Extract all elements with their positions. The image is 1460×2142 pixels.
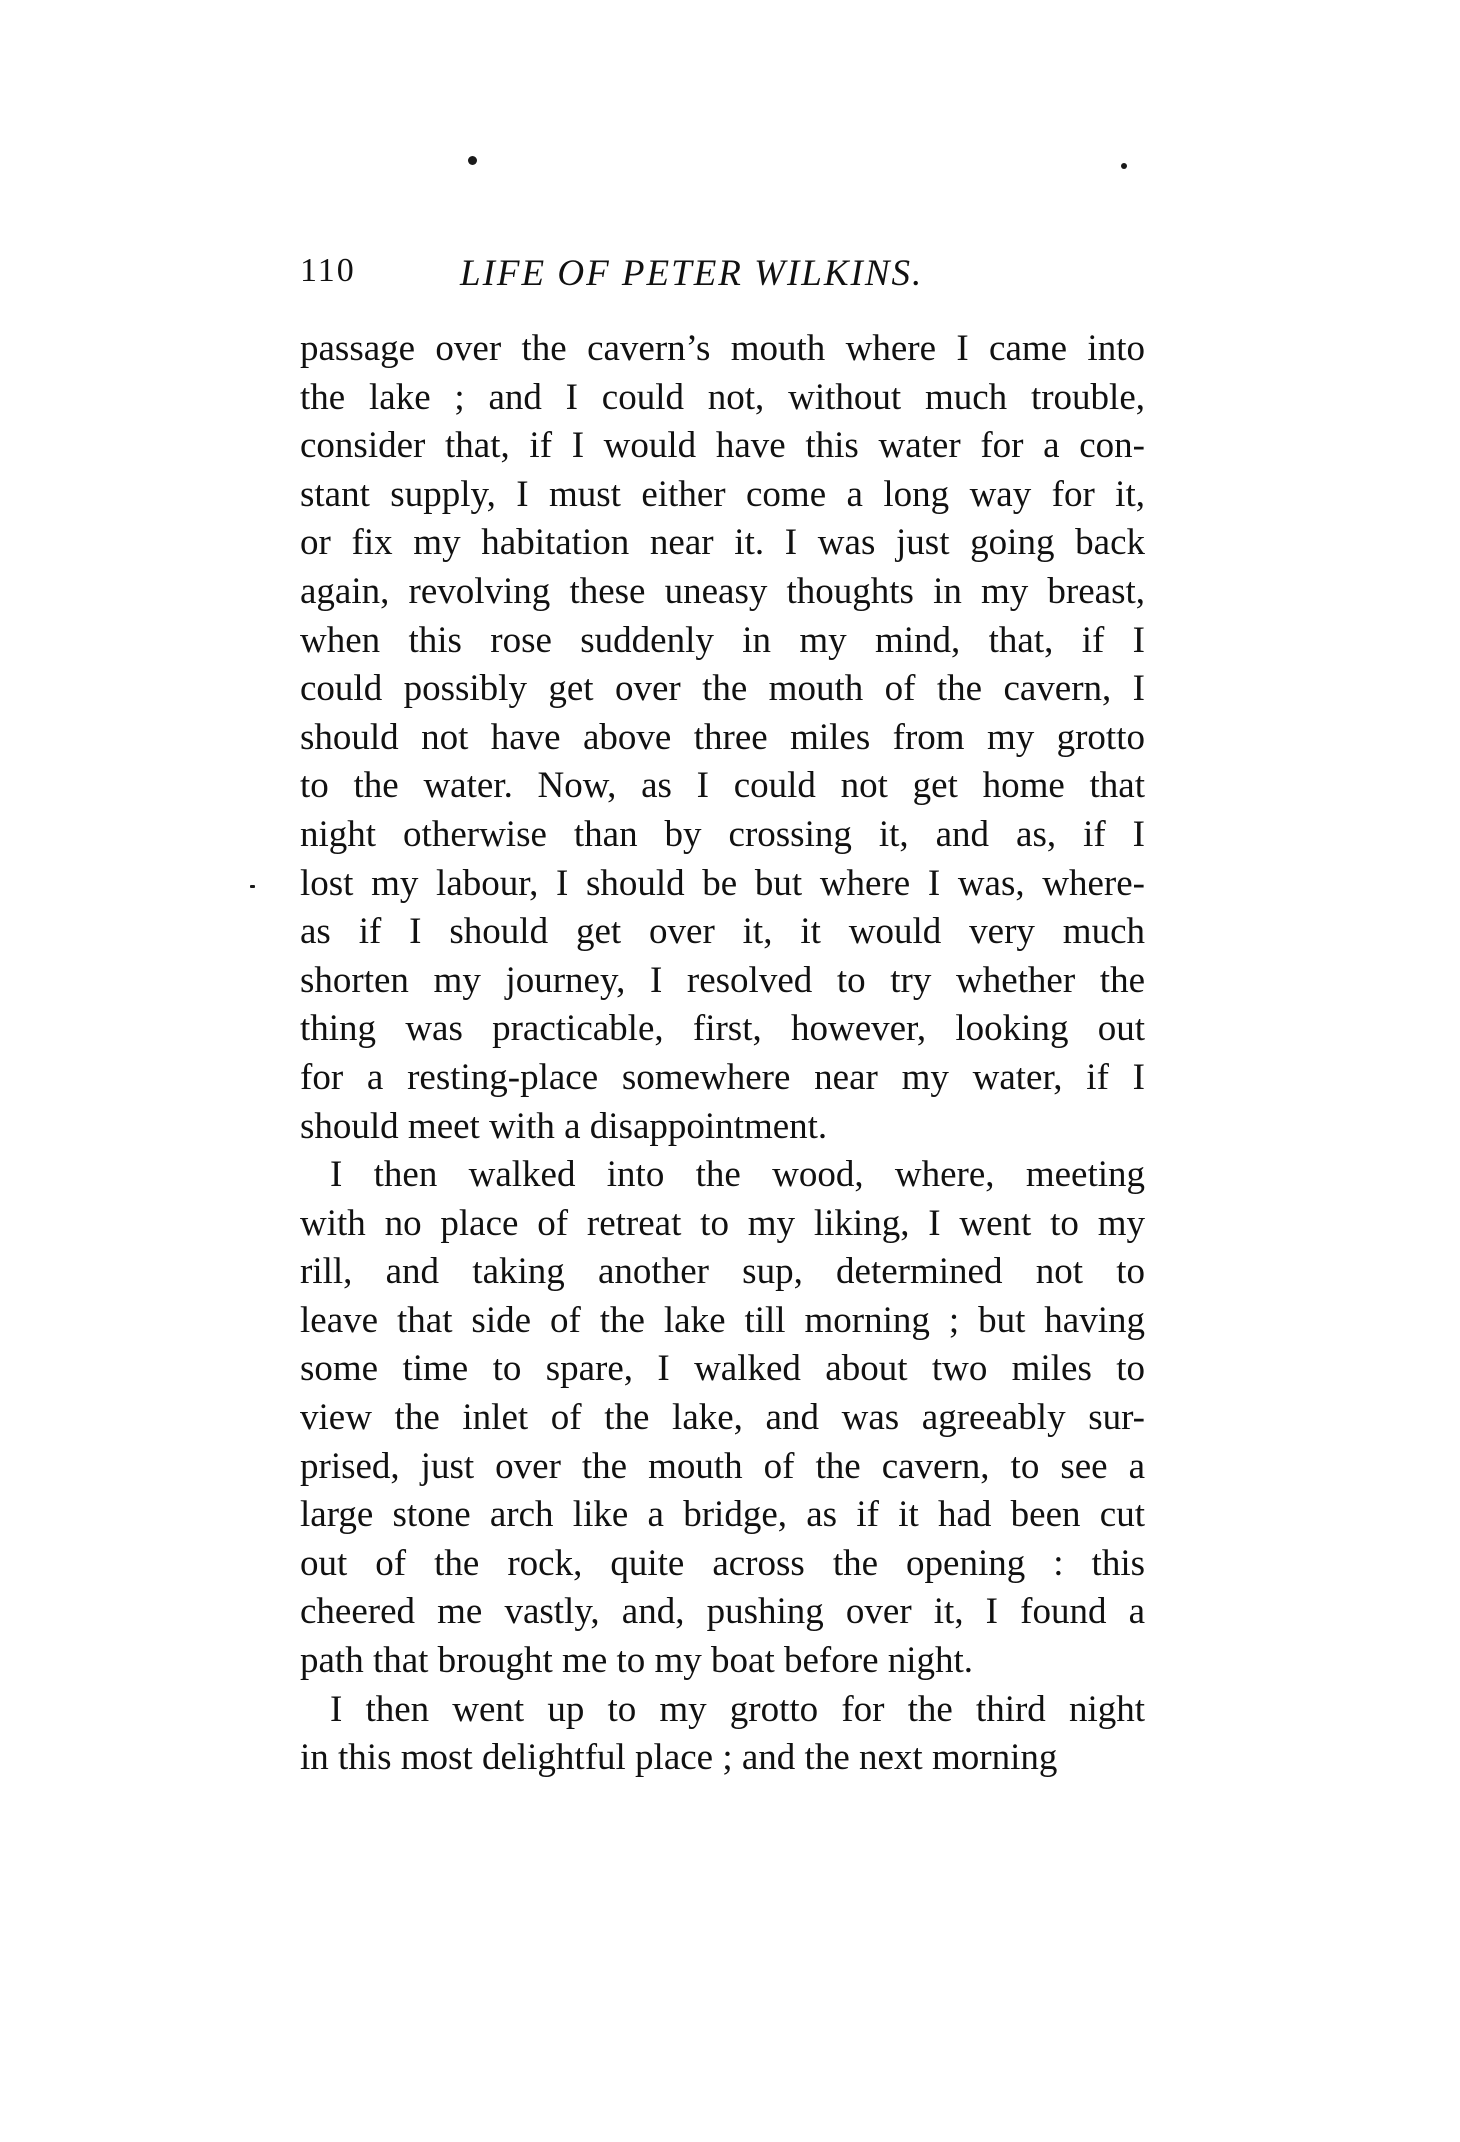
text-line: some time to spare, I walked about two miles to [300, 1348, 1145, 1390]
paragraph [300, 1151, 1145, 1686]
text-line: path that brought me to my boat before night. [300, 1640, 974, 1682]
text-line: night otherwise than by crossing it, and as, if I [300, 813, 1145, 855]
running-header [300, 252, 1140, 302]
running-title: LIFE OF PETER WILKINS. [460, 253, 924, 294]
paragraph [300, 325, 1145, 1151]
text-line: passage over the cavern’s mouth where I came into [300, 328, 1145, 369]
text-line: I then walked into the wood, where, meeting [330, 1154, 1145, 1196]
body-text [300, 325, 1145, 1783]
text-line: again, revolving these uneasy thoughts in my breast, [300, 570, 1145, 612]
text-line: or fix my habitation near it. I was just going back [300, 522, 1145, 564]
text-line: could possibly get over the mouth of the cavern, I [300, 668, 1145, 710]
text-line: in this most delightful place ; and the next morning [300, 1737, 1058, 1779]
text-line: the lake ; and I could not, without much trouble, [300, 376, 1145, 418]
text-line: large stone arch like a bridge, as if it had been cut [300, 1494, 1145, 1536]
text-line: prised, just over the mouth of the cavern, to see a [300, 1445, 1145, 1487]
text-line: to the water. Now, as I could not get home that [300, 765, 1145, 807]
text-line: as if I should get over it, it would very much [300, 911, 1145, 953]
text-line: out of the rock, quite across the opening : this [300, 1542, 1145, 1584]
page-number: 110 [300, 252, 356, 289]
text-line: shorten my journey, I resolved to try whether the [300, 959, 1145, 1001]
text-line: cheered me vastly, and, pushing over it, I found a [300, 1591, 1145, 1633]
ink-speck [1121, 163, 1127, 169]
text-line: leave that side of the lake till morning ; but having [300, 1299, 1145, 1341]
text-line: for a resting-place somewhere near my water, if I [300, 1056, 1145, 1098]
text-line: I then went up to my grotto for the third night [330, 1688, 1145, 1730]
text-line: rill, and taking another sup, determined not to [300, 1251, 1145, 1293]
ink-speck [468, 156, 477, 165]
paragraph [300, 1686, 1145, 1783]
text-line: lost my labour, I should be but where I was, where- [300, 862, 1145, 904]
text-line: consider that, if I would have this water for a con- [300, 425, 1145, 467]
text-line: view the inlet of the lake, and was agreeably sur- [300, 1397, 1145, 1439]
text-line: with no place of retreat to my liking, I went to my [300, 1202, 1145, 1244]
text-line: stant supply, I must either come a long way for it, [300, 473, 1145, 515]
text-line: should meet with a disappointment. [300, 1105, 828, 1147]
text-line: should not have above three miles from my grotto [300, 716, 1145, 758]
text-line: thing was practicable, first, however, looking out [300, 1008, 1145, 1050]
text-line: when this rose suddenly in my mind, that, if I [300, 619, 1145, 661]
ink-speck [250, 885, 255, 888]
